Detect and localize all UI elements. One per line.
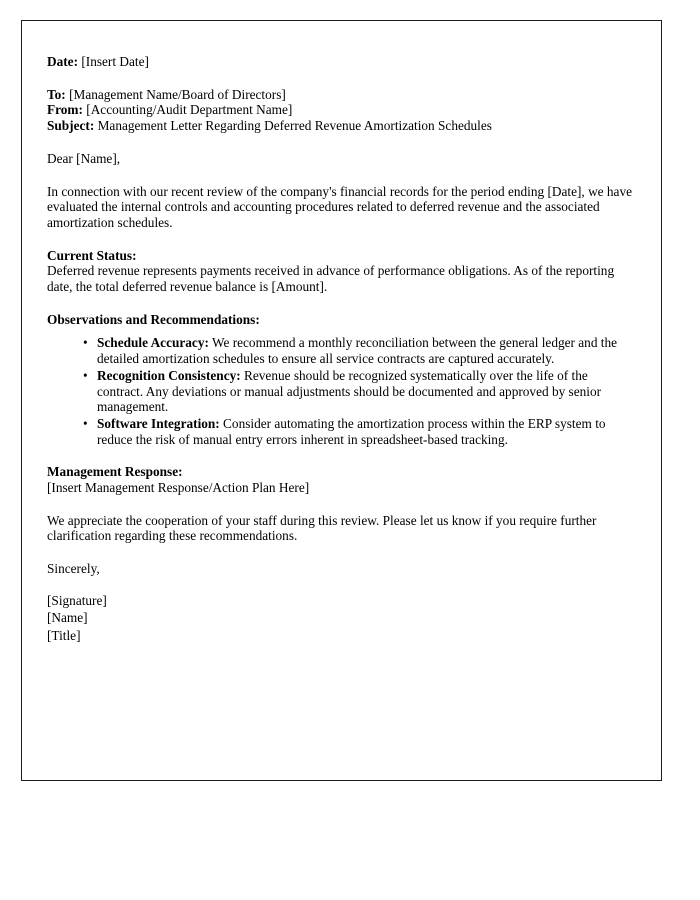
spacer bbox=[47, 577, 632, 592]
spacer bbox=[47, 70, 632, 87]
sign-off: Sincerely, bbox=[47, 561, 100, 577]
spacer bbox=[47, 231, 632, 248]
bullet-icon: • bbox=[83, 335, 88, 351]
from-label: From: bbox=[47, 102, 83, 118]
list-item-term: Recognition Consistency: bbox=[97, 367, 241, 383]
signer-title: [Title] bbox=[47, 627, 81, 643]
spacer bbox=[47, 496, 632, 513]
spacer bbox=[47, 295, 632, 312]
list-item-term: Schedule Accuracy: bbox=[97, 335, 209, 351]
management-response-body: [Insert Management Response/Action Plan Here] bbox=[47, 480, 310, 496]
observations-heading: Observations and Recommendations: bbox=[47, 311, 260, 327]
letter-frame bbox=[21, 20, 662, 781]
signature-placeholder: [Signature] bbox=[47, 592, 107, 608]
bullet-icon: • bbox=[83, 367, 88, 383]
sender-line bbox=[47, 102, 632, 118]
closing-paragraph: We appreciate the cooperation of your staff during this review. Please let us know if you require further clarification regarding these recommendations. bbox=[47, 512, 597, 544]
subject-value: Management Letter Regarding Deferred Revenue Amortization Schedules bbox=[97, 118, 492, 134]
subject-label: Subject: bbox=[47, 118, 95, 134]
date-line bbox=[47, 54, 632, 70]
list-item-text: We recommend a monthly reconciliation between the general ledger and the detailed amortization schedules to ensure all service contracts are captured accurately. bbox=[97, 335, 618, 367]
to-label: To: bbox=[47, 86, 66, 102]
recipient-line bbox=[47, 87, 632, 103]
current-status-heading: Current Status: bbox=[47, 247, 137, 263]
list-item bbox=[83, 335, 632, 366]
spacer bbox=[47, 544, 632, 561]
spacer bbox=[47, 327, 632, 335]
spacer bbox=[47, 447, 632, 464]
list-item-term: Software Integration: bbox=[97, 415, 220, 431]
spacer bbox=[47, 134, 632, 151]
subject-line bbox=[47, 118, 632, 134]
management-response-heading: Management Response: bbox=[47, 464, 183, 480]
intro-paragraph: In connection with our recent review of the company's financial records for the period ending [Date], we have evaluated the internal controls and accounting procedures related to deferred revenue and the associated amortization schedules. bbox=[47, 183, 633, 230]
signer-name: [Name] bbox=[47, 610, 88, 626]
salutation: Dear [Name], bbox=[47, 150, 121, 166]
list-item-text: Consider automating the amortization process within the ERP system to reduce the risk of manual entry errors inherent in spreadsheet-based tracking. bbox=[97, 415, 606, 447]
to-value: [Management Name/Board of Directors] bbox=[69, 86, 286, 102]
list-item-text: Revenue should be recognized systematically over the life of the contract. Any deviations or manual adjustments should be documented and approved by senior management. bbox=[97, 367, 602, 415]
from-value: [Accounting/Audit Department Name] bbox=[86, 102, 293, 118]
date-label: Date: bbox=[47, 54, 79, 69]
bullet-icon: • bbox=[83, 415, 88, 431]
letter-body bbox=[47, 54, 632, 644]
date-value: [Insert Date] bbox=[81, 54, 149, 69]
recommendations-list bbox=[47, 335, 632, 447]
spacer bbox=[47, 167, 632, 184]
list-item bbox=[83, 416, 632, 447]
current-status-body: Deferred revenue represents payments received in advance of performance obligations. As of the reporting date, the total deferred revenue balance is [Amount]. bbox=[47, 263, 615, 295]
list-item bbox=[83, 368, 632, 415]
